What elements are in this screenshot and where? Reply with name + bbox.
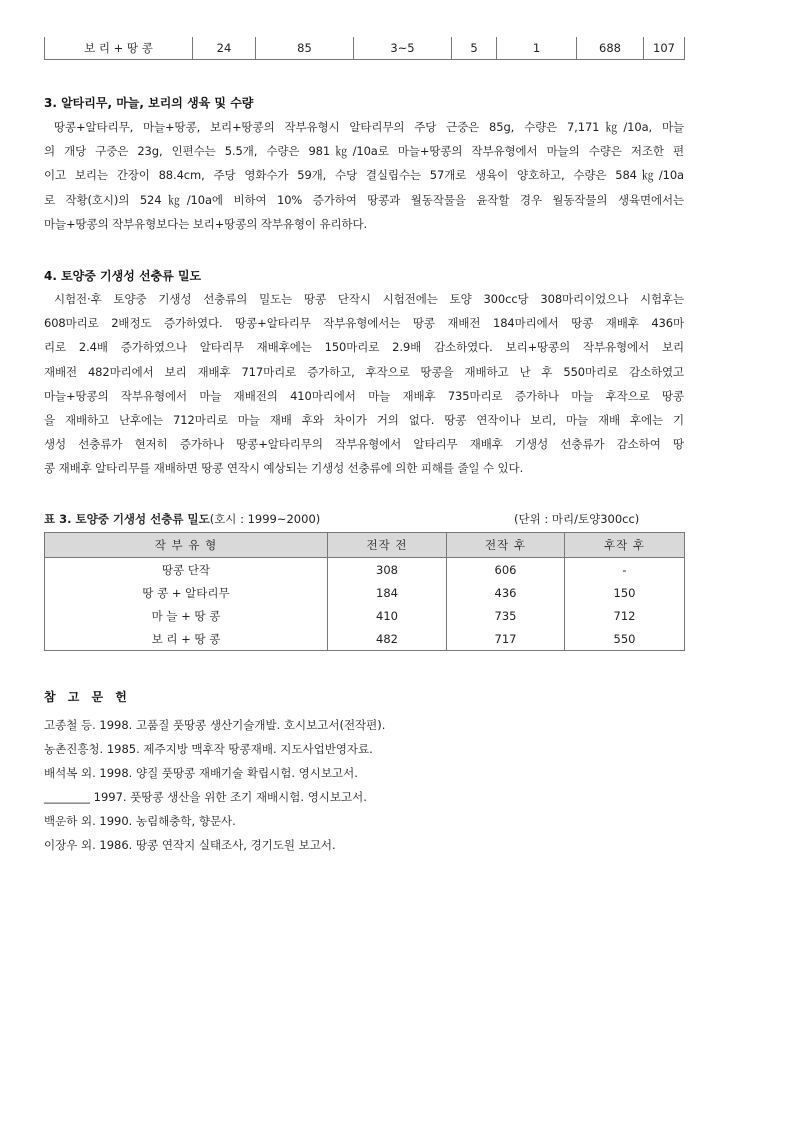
section3-heading: 3. 알타리무, 마늘, 보리의 생육 및 수량 — [44, 96, 254, 110]
column-header: 후작 후 — [565, 533, 685, 558]
reference-item: ________ 1997. 풋땅콩 생산을 위한 조기 재배시험. 영시보고서. — [44, 790, 367, 804]
table-cell: 보 리 + 땅 콩 — [45, 37, 193, 60]
table-cell: 3~5 — [354, 37, 452, 60]
reference-item: 백운하 외. 1990. 농림해충학, 향문사. — [44, 814, 236, 828]
table-cell: 688 — [577, 37, 644, 60]
table-row — [45, 627, 685, 651]
table-cell: 717 — [447, 627, 565, 651]
paragraph-line: 이고 보리는 간장이 88.4cm, 주당 영화수가 59개, 수당 결실립수는 57개로 생육이 양호하고, 수량은 584㎏/10a — [44, 168, 684, 183]
table-header-row — [45, 533, 685, 558]
table-cell: 712 — [565, 604, 685, 627]
table-cell: 107 — [644, 37, 685, 60]
paragraph-line: 마늘+땅콩의 작부유형에서 마늘 재배전의 410마리에서 마늘 재배후 735마리로 증가하나 마늘 후작으로 땅콩 — [44, 388, 684, 403]
paragraph-line: 재배전 482마리에서 보리 재배후 717마리로 증가하고, 후작으로 땅콩을 재배하고 난 후 550마리로 감소하였고 — [44, 364, 684, 379]
table-cell: 5 — [452, 37, 497, 60]
table-cell: - — [565, 558, 685, 582]
table-cell: 436 — [447, 581, 565, 604]
table-cell: 땅콩 단작 — [45, 558, 328, 582]
paragraph-line: 마늘+땅콩의 작부유형보다는 보리+땅콩의 작부유형이 유리하다. — [44, 216, 368, 231]
reference-item: 이장우 외. 1986. 땅콩 연작지 실태조사, 경기도원 보고서. — [44, 838, 336, 852]
table-cell: 735 — [447, 604, 565, 627]
reference-item: 농촌진흥청. 1985. 제주지방 맥후작 땅콩재배. 지도사업반영자료. — [44, 742, 373, 756]
references-title: 참 고 문 헌 — [44, 690, 131, 704]
reference-item: 고종철 등. 1998. 고품질 풋땅콩 생산기술개발. 호시보고서(전작편). — [44, 718, 386, 732]
column-header: 전작 전 — [328, 533, 447, 558]
table-row — [45, 558, 685, 582]
paragraph-line: 로 작황(호시)의 524㎏/10a에 비하여 10% 증가하여 땅콩과 월동작물을 윤작할 경우 월동작물의 생육면에서는 — [44, 192, 684, 207]
references-section — [44, 688, 385, 857]
table-cell: 410 — [328, 604, 447, 627]
table3-unit: (단위 : 마리/토양300cc) — [514, 512, 640, 526]
table-cell: 보 리 + 땅 콩 — [45, 627, 328, 651]
top-table-fragment — [44, 37, 685, 60]
paragraph-line: 시험전·후 토양중 기생성 선충류의 밀도는 땅콩 단작시 시험전에는 토양 300cc당 308마리이었으나 시험후는 — [54, 292, 684, 306]
paragraph-line: 땅콩+알타리무, 마늘+땅콩, 보리+땅콩의 작부유형시 알타리무의 주당 근중은 85g, 수량은 7,171㎏/10a, 마늘 — [54, 120, 684, 134]
table-cell: 마 늘 + 땅 콩 — [45, 604, 328, 627]
section4-heading: 4. 토양중 기생성 선충류 밀도 — [44, 269, 202, 283]
table-cell: 550 — [565, 627, 685, 651]
table-cell: 85 — [256, 37, 354, 60]
table-row — [45, 37, 685, 60]
table3-caption-title: 표 3. 토양중 기생성 선충류 밀도 — [44, 512, 210, 526]
table3-caption — [44, 511, 684, 527]
paragraph-line: 608마리로 2배정도 증가하였다. 땅콩+알타리무 작부유형에서는 땅콩 재배전 184마리에서 땅콩 재배후 436마 — [44, 316, 684, 331]
paragraph-line: 을 재배하고 난후에는 712마리로 마늘 재배 후와 차이가 거의 없다. 땅콩 연작이나 보리, 마늘 재배 후에는 기 — [44, 413, 684, 428]
table-cell: 184 — [328, 581, 447, 604]
table-cell: 482 — [328, 627, 447, 651]
table-cell: 308 — [328, 558, 447, 582]
reference-item: 배석복 외. 1998. 양질 풋땅콩 재배기술 확립시험. 영시보고서. — [44, 766, 358, 780]
table-row — [45, 604, 685, 627]
table-cell: 24 — [193, 37, 256, 60]
table-cell: 땅 콩 + 알타리무 — [45, 581, 328, 604]
table3 — [44, 532, 685, 651]
section3-paragraph — [44, 115, 684, 236]
paragraph-line: 리로 2.4배 증가하였으나 알타리무 재배후에는 150마리로 2.9배 감소하였다. 보리+땅콩의 작부유형에서 보리 — [44, 340, 684, 355]
column-header: 작 부 유 형 — [45, 533, 328, 558]
table3-caption-period: (호시 : 1999~2000) — [209, 512, 321, 526]
paragraph-line: 의 개당 구중은 23g, 인편수는 5.5개, 수량은 981㎏/10a로 마늘+땅콩의 작부유형에서 마늘의 수량은 저조한 편 — [44, 144, 684, 159]
section4-paragraph — [44, 287, 684, 481]
table-cell: 1 — [497, 37, 577, 60]
paragraph-line: 콩 재배후 알타리무를 재배하면 땅콩 연작시 예상되는 기생성 선충류에 의한 피해를 줄일 수 있다. — [44, 461, 524, 476]
table-cell: 606 — [447, 558, 565, 582]
paragraph-line: 생성 선충류가 현저히 증가하나 땅콩+알타리무의 작부유형에서 알타리무 재배후 기생성 선충류가 감소하여 땅 — [44, 437, 684, 452]
column-header: 전작 후 — [447, 533, 565, 558]
table-cell: 150 — [565, 581, 685, 604]
table-row — [45, 581, 685, 604]
